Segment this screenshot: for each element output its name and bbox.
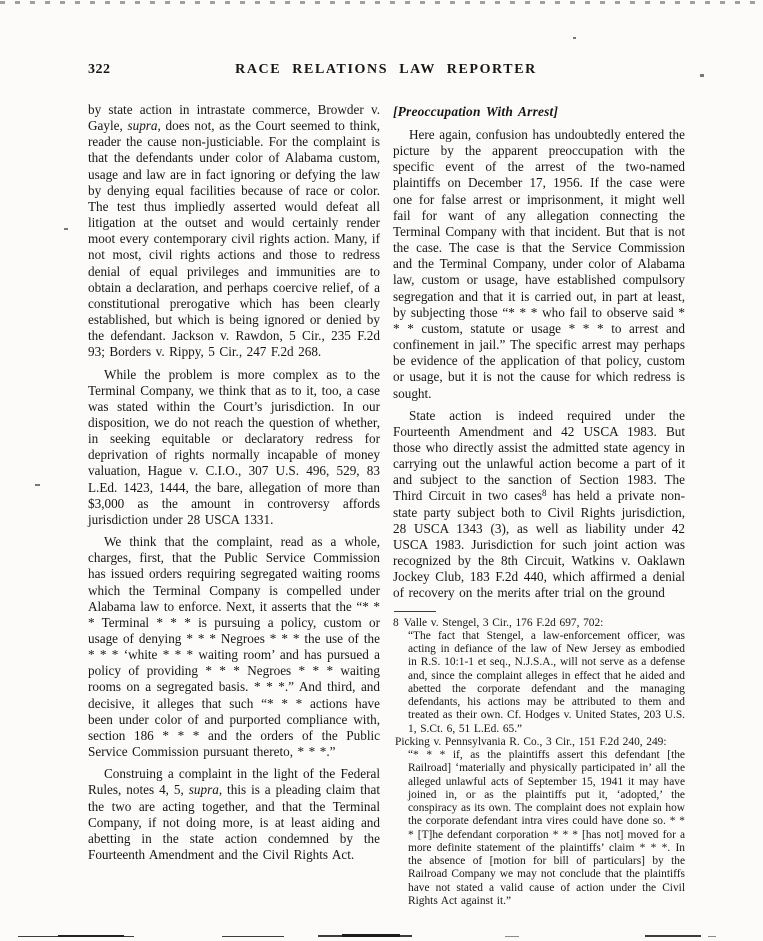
- scan-artifact-segment: [505, 936, 519, 937]
- paragraph: While the problem is more complex as to the Terminal Company, we think that as to it, too, a case was stated within the Court’s jurisdiction. In our disposition, we do not reach the question of whether, in seeking equitable or declaratory redress for deprivation of rights normally incapable of money valuation, Hague v. C.I.O., 307 U.S. 496, 529, 83 L.Ed. 1423, 1444, the bare, allegation of more than $3,000 as the amount in controversy affords jurisdiction under 28 USCA 1331.: [88, 366, 380, 527]
- scan-artifact-segment: [645, 935, 701, 937]
- page-header: [88, 62, 684, 82]
- footnote-separator-rule: [394, 611, 436, 612]
- scan-artifact-segment: [58, 935, 124, 937]
- footnote-items: [393, 617, 685, 909]
- right-column-body: [393, 127, 685, 602]
- scan-artifact-segment: [708, 936, 716, 937]
- paragraph: by state action in intrastate commerce, Browder v. Gayle, supra, does not, as the Court seemed to think, reader the cause non-justiciable. For the complaint is that the defendants under color of Alabama custom, usage and law are in fact ignoring or defying the law by denying equal facilities because of race or color. The test thus impliedly asserted would defeat all litigation at the outset and would certainly render moot every contemporary civil rights action. Many, if not most, civil rights actions and those to redress denial of equal privileges and immunities are to obtain a declaration, and perhaps coercive relief, of a constitutional prerogative which has been clearly established, but which is being ignored or denied by the defendant. Jackson v. Rawdon, 5 Cir., 235 F.2d 93; Borders v. Rippy, 5 Cir., 247 F.2d 268.: [88, 102, 380, 360]
- paragraph: Construing a complaint in the light of the Federal Rules, notes 4, 5, supra, this is a pleading claim that the two are acting together, and that the Terminal Company, if not doing more, is at least aiding and abetting in the state action condemned by the Fourteenth Amendment and the Civil Rights Act.: [88, 766, 380, 863]
- paragraph: We think that the complaint, read as a whole, charges, first, that the Public Service Commission has issued orders requiring segregated waiting rooms which the Terminal Company is compelled under Alabama law to enforce. Next, it asserts that the “* * * Terminal * * * is pursuing a policy, custom or usage of denying * * * Negroes * * * the use of the * * * ‘white * * * waiting room’ and has pursued a policy of providing * * * Negroes * * * waiting rooms on a segregated basis. * * *.” And third, and decisive, it alleges that such “* * * actions have been under color of and purported compliance with, section 186 * * * and the orders of the Public Service Commission pursuant thereto, * * *.”: [88, 534, 380, 760]
- left-column: [88, 102, 380, 908]
- footnote-citation: Picking v. Pennsylvania R. Co., 3 Cir., 151 F.2d 240, 249:: [395, 735, 667, 748]
- footnote-quotation: “* * * if, as the plaintiffs assert this defendant [the Railroad] ‘materially and physically participated in’ all the alleged unlawful acts of September 15, 1941 it may have joined in, or as the plaintiffs put it, ‘adopted,’ the conspiracy as its own. The complaint does not explain how the corporate defendant intra vires could have done so. * * * [T]he defendant corporation * * * [has not] moved for a more definite statement of the plaintiffs’ claim * * *. In the absence of [motion for bill of particulars] by the Railroad Company we may not conclude that the plaintiffs have not stated a valid cause of action under the Civil Rights Act against it.”: [408, 749, 685, 907]
- section-heading: [Preoccupation With Arrest]: [393, 104, 559, 119]
- scan-speck: [35, 484, 40, 486]
- scan-speck: [573, 37, 576, 39]
- footnote-block: [393, 611, 685, 909]
- footnote-marker: 8: [393, 616, 399, 629]
- scan-artifact-segment: [222, 936, 284, 937]
- footnote-quotation: “The fact that Stengel, a law-enforcement officer, was acting in defiance of the law of New Jersey as embodied in R.S. 10:1-1 et seq., N.J.S.A., will not serve as a defense and, since the complaint alleges in effect that he aided and abetted the corporate defendant and the managing defendants, his actions may be attributed to them and treated as their own. Cf. Hodges v. United States, 203 U.S. 1, S.Ct. 6, 51 L.Ed. 65.”: [408, 629, 685, 735]
- two-column-text-block: [88, 102, 685, 908]
- page-title: RACE RELATIONS LAW REPORTER: [235, 62, 537, 77]
- scan-speck: [700, 74, 704, 77]
- paragraph: Here again, confusion has undoubtedly entered the picture by the apparent preoccupation with the specific event of the arrest of the two-named plaintiffs on December 17, 1956. If the case were one for false arrest or imprisonment, it might well fail for want of any allegation connecting the Terminal Company with that incident. But that is not the case. The case is that the Service Commission and the Terminal Company, under color of Alabama law, custom or usage, have established compulsory segregation and that it is carried out, in part at least, by subjecting those “* * * who fail to observe said * * * custom, statute or usage * * * to arrest and confinement in jail.” The specific arrest may perhaps be evidence of the application of that policy, custom or usage, but it is not the cause for which redress is sought.: [393, 127, 685, 401]
- paragraph: State action is indeed required under the Fourteenth Amendment and 42 USCA 1983. But those who directly assist the admitted state agency in carrying out the unlawful action become a part of it and subject to the sanction of Section 1983. The Third Circuit in two cases$^8$ has held a private non-state party subject both to Civil Rights jurisdiction, 28 USCA 1343 (3), as well as liability under 42 USCA 1983. Jurisdiction for such joint action was recognized by the 8th Circuit, Watkins v. Oaklawn Jockey Club, 183 F.2d 440, which affirmed a denial of recovery on the merits after trial on the ground: [393, 407, 685, 601]
- scan-speck: [64, 228, 68, 230]
- footnote-citation: 8 Valle v. Stengel, 3 Cir., 176 F.2d 697, 702:: [393, 616, 604, 629]
- page-number: 322: [88, 62, 111, 77]
- scan-artifact-segment: [342, 934, 400, 937]
- scan-edge-dotted-line: [0, 1, 763, 4]
- right-column: [393, 102, 685, 908]
